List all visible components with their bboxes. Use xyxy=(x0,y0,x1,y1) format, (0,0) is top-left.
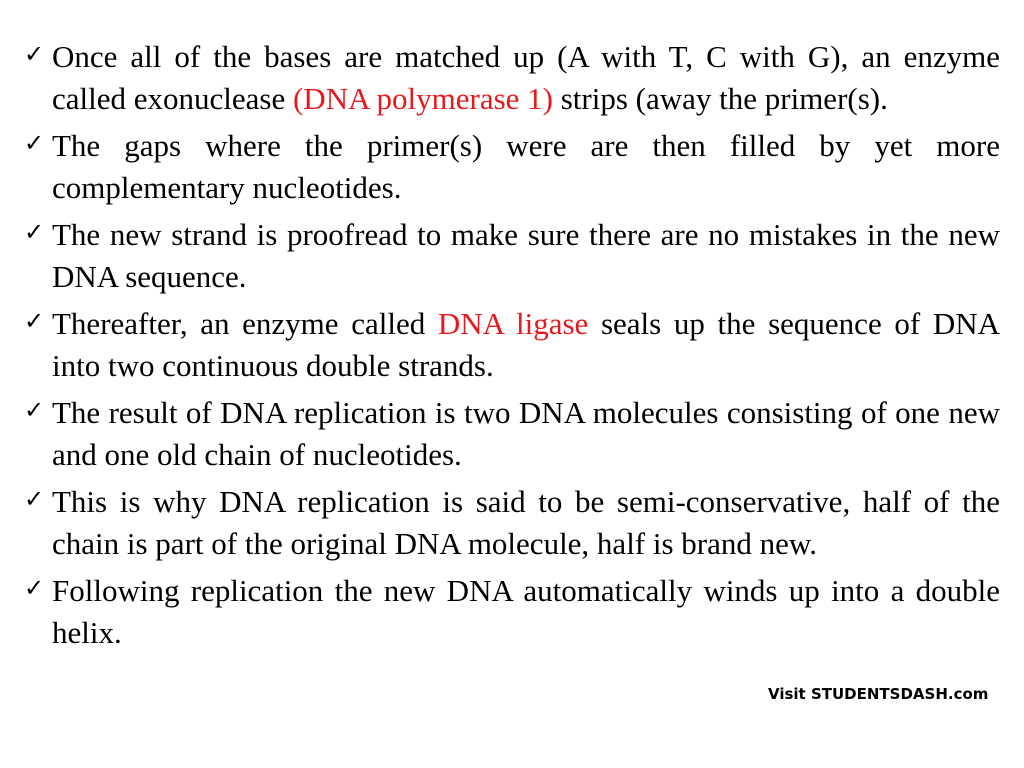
bullet-text: This is why DNA replication is said to be semi-conservative, half of the chain is part of the original DNA molecule, half is brand new. xyxy=(52,484,1000,561)
bullet-text: The result of DNA replication is two DNA molecules consisting of one new and one old chain of nucleotides. xyxy=(52,395,1000,472)
bullet-text: The new strand is proofread to make sure there are no mistakes in the new DNA sequence. xyxy=(52,217,1000,294)
bullet-text: The gaps where the primer(s) were are then filled by yet more complementary nucleotides. xyxy=(52,128,1000,205)
check-mark-icon: ✓ xyxy=(24,218,45,246)
website-watermark: Visit STUDENTSDASH.com xyxy=(768,685,989,703)
bullet-item xyxy=(24,125,1000,209)
bullet-text: seals up the sequence of DNA into two continuous double strands. xyxy=(52,306,1001,383)
highlighted-term: DNA ligase xyxy=(437,306,589,341)
bullet-item xyxy=(24,392,1000,476)
bullet-item xyxy=(24,214,1000,298)
bullet-item xyxy=(24,36,1000,120)
bullet-text: Once all of the bases are matched up (A with T, C with G), an enzyme called exonuclease xyxy=(52,39,1000,116)
check-mark-icon: ✓ xyxy=(24,396,45,424)
check-mark-icon: ✓ xyxy=(24,129,45,157)
check-mark-icon: ✓ xyxy=(24,574,45,602)
check-mark-icon: ✓ xyxy=(24,485,45,513)
bullet-text: strips (away the primer(s). xyxy=(552,81,888,116)
check-mark-icon: ✓ xyxy=(24,307,45,335)
bullet-text: Thereafter, an enzyme called xyxy=(52,306,438,341)
highlighted-term: (DNA polymerase 1) xyxy=(292,81,553,116)
bullet-text: Following replication the new DNA automatically winds up into a double helix. xyxy=(52,573,1000,650)
bullet-item xyxy=(24,303,1000,387)
bullet-list xyxy=(24,36,1000,659)
bullet-item xyxy=(24,570,1000,654)
check-mark-icon: ✓ xyxy=(24,40,45,68)
bullet-item xyxy=(24,481,1000,565)
